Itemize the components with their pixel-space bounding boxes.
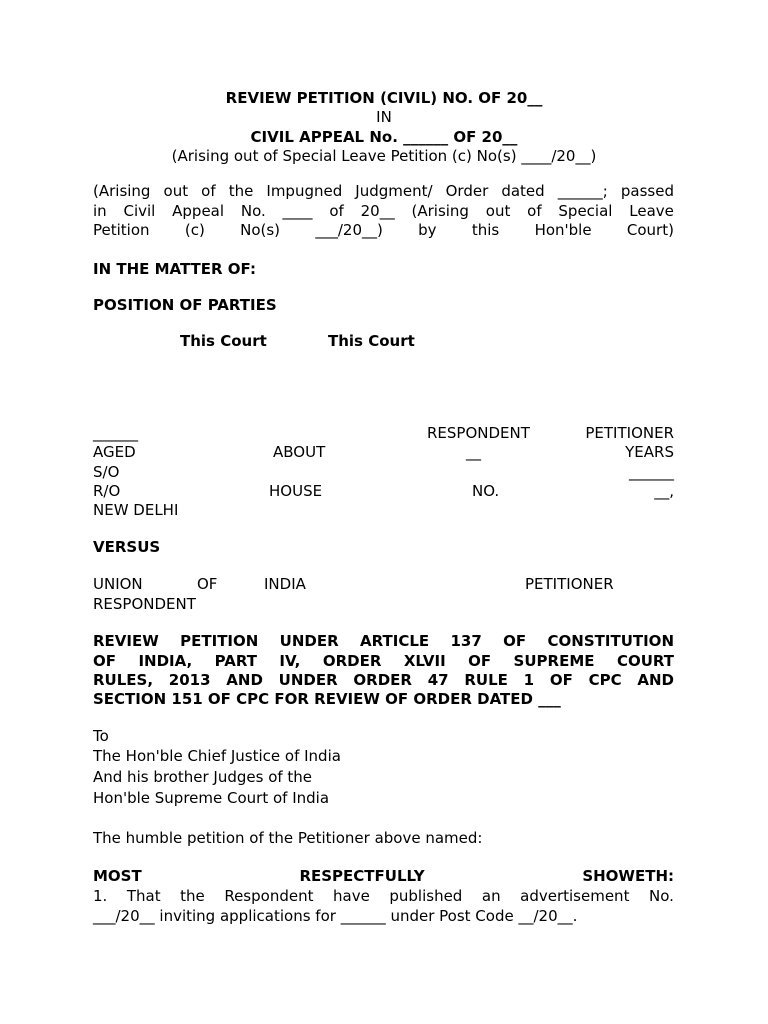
word: this: [471, 221, 500, 239]
word: Order: [445, 182, 489, 200]
word: OF: [503, 632, 527, 650]
word: No.: [649, 887, 674, 905]
age-blank: __: [466, 443, 481, 461]
word: 1.: [93, 887, 108, 905]
address-line-3: Hon'ble Supreme Court of India: [93, 789, 330, 807]
word: ORDER: [322, 652, 382, 670]
word: CPC: [588, 671, 622, 689]
word: UNDER: [279, 632, 339, 650]
word: 2013: [168, 671, 211, 689]
word: the: [180, 887, 205, 905]
paragraph-1-line-1: [93, 887, 674, 907]
word: RULES,: [93, 671, 154, 689]
impugned-line-1: [93, 182, 674, 202]
house-number-blank: __,: [654, 482, 674, 500]
word: dated: [501, 182, 545, 200]
address-line-1: The Hon'ble Chief Justice of India: [93, 747, 341, 765]
petition-title-line-1: [93, 632, 674, 652]
word: Hon'ble: [534, 221, 592, 239]
word: Appeal: [172, 202, 225, 220]
word: advertisement: [520, 887, 630, 905]
versus-heading: VERSUS: [93, 538, 161, 556]
word: SUPREME: [513, 652, 595, 670]
word: 1: [523, 671, 535, 689]
word: MOST: [93, 867, 142, 885]
word: ____: [282, 202, 313, 220]
court-label-right: This Court: [328, 332, 415, 350]
word: SHOWETH:: [582, 867, 674, 885]
word: ARTICLE: [360, 632, 430, 650]
son-of-label: S/O: [93, 463, 120, 481]
word: Leave: [629, 202, 674, 220]
word: of: [527, 202, 542, 220]
word: (Arising: [93, 182, 151, 200]
respondent-role-label: RESPONDENT: [93, 595, 196, 613]
humble-petition-line: The humble petition of the Petitioner above named:: [93, 829, 483, 847]
respondent-petitioner-label: PETITIONER: [525, 575, 614, 593]
house-label: HOUSE: [269, 482, 323, 500]
impugned-line-2: [93, 202, 674, 222]
word: an: [481, 887, 501, 905]
son-of-blank: ______: [629, 463, 674, 481]
word: out: [485, 202, 511, 220]
word: Respondent: [224, 887, 314, 905]
word: UNDER: [278, 671, 338, 689]
word: INDIA,: [138, 652, 193, 670]
word: out: [163, 182, 189, 200]
word: CONSTITUTION: [547, 632, 674, 650]
word: XLVII: [403, 652, 446, 670]
petitioner-name-blank: ______: [93, 424, 138, 442]
word: REVIEW: [93, 632, 159, 650]
word: That: [126, 887, 161, 905]
word: IV,: [279, 652, 301, 670]
petition-title-line-4: SECTION 151 OF CPC FOR REVIEW OF ORDER DATED ___: [93, 690, 561, 708]
years-label: YEARS: [625, 443, 674, 461]
word: No(s): [240, 221, 281, 239]
paragraph-1-line-2: ___/20__ inviting applications for ______ under Post Code __/20__.: [93, 907, 578, 925]
word: PETITION: [180, 632, 259, 650]
aged-label: AGED: [93, 443, 136, 461]
position-heading: POSITION OF PARTIES: [93, 296, 277, 314]
about-label: ABOUT: [273, 443, 326, 461]
word: OF: [549, 671, 573, 689]
petition-title-line-3: [93, 671, 674, 691]
word: Civil: [123, 202, 156, 220]
word: Impugned: [266, 182, 343, 200]
court-label-left: This Court: [180, 332, 267, 350]
word: No.: [240, 202, 266, 220]
word: (c): [184, 221, 205, 239]
word: Judgment/: [355, 182, 433, 200]
address-line-2: And his brother Judges of the: [93, 768, 313, 786]
civil-appeal-heading: CIVIL APPEAL No. ______ OF 20__: [250, 128, 518, 146]
word: 47: [427, 671, 449, 689]
word: ______;: [557, 182, 608, 200]
word: Special: [558, 202, 613, 220]
word: OF: [93, 652, 116, 670]
in-label: IN: [376, 108, 392, 126]
number-label: NO.: [472, 482, 500, 500]
word: 137: [450, 632, 482, 650]
word: RULE: [464, 671, 508, 689]
word: of: [201, 182, 216, 200]
word: AND: [226, 671, 263, 689]
word: published: [389, 887, 463, 905]
india-label: INDIA: [264, 575, 306, 593]
respondent-label: RESPONDENT: [427, 424, 530, 442]
word: PART: [214, 652, 257, 670]
petition-title-line-2: [93, 652, 674, 672]
word: passed: [620, 182, 674, 200]
petition-number-heading: REVIEW PETITION (CIVIL) NO. OF 20__: [225, 89, 543, 107]
word: Petition: [93, 221, 150, 239]
word: AND: [637, 671, 674, 689]
petitioner-label: PETITIONER: [585, 424, 674, 442]
word: the: [228, 182, 254, 200]
word: ___/20__): [315, 221, 383, 239]
word: (Arising: [411, 202, 469, 220]
address-to: To: [93, 727, 109, 745]
word: by: [418, 221, 437, 239]
word: of: [329, 202, 344, 220]
city-label: NEW DELHI: [93, 501, 179, 519]
word: Court): [626, 221, 674, 239]
showeth-line: [93, 867, 674, 887]
matter-heading: IN THE MATTER OF:: [93, 260, 256, 278]
word: OF: [468, 652, 492, 670]
word: in: [93, 202, 107, 220]
impugned-line-3: [93, 221, 674, 241]
arising-out-line: (Arising out of Special Leave Petition (c) No(s) ____/20__): [171, 147, 597, 165]
word: 20__: [360, 202, 395, 220]
word: RESPECTFULLY: [299, 867, 425, 885]
resident-label: R/O: [93, 482, 121, 500]
of-label: OF: [197, 575, 218, 593]
word: have: [333, 887, 370, 905]
word: COURT: [616, 652, 674, 670]
word: ORDER: [353, 671, 412, 689]
union-label: UNION: [93, 575, 143, 593]
